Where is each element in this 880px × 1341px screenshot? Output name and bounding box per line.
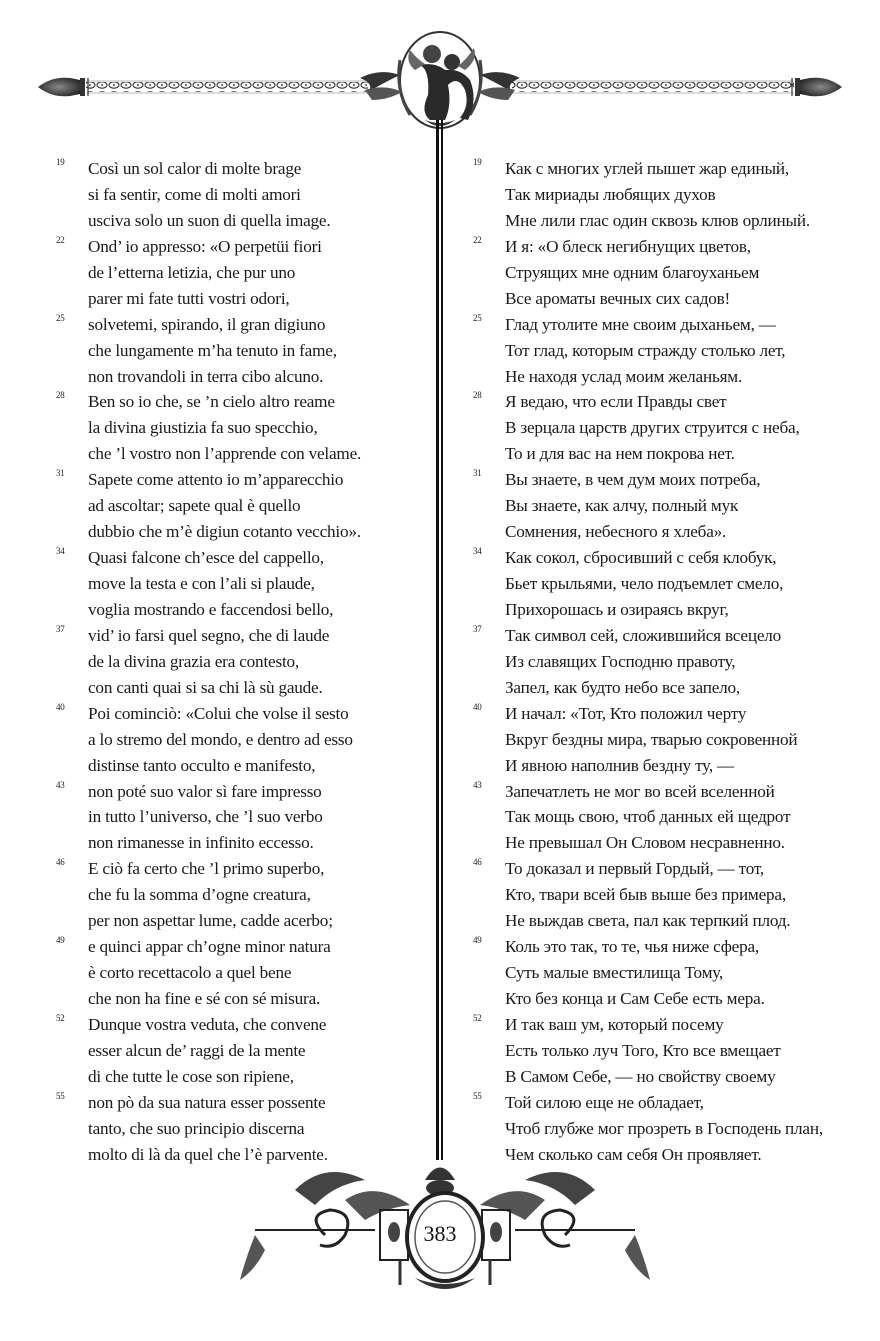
- line-number: 22: [56, 234, 65, 245]
- verse-text: Dunque vostra veduta, che convene: [88, 1014, 327, 1034]
- verse-text: Из славящих Господню правоту,: [505, 651, 736, 671]
- verse-text: Тот глад, которым стражду столько лет,: [505, 340, 786, 360]
- verse-text: de la divina grazia era contesto,: [88, 651, 300, 671]
- line-number: 19: [56, 157, 65, 167]
- verse-line: [56, 727, 426, 753]
- verse-line: [473, 286, 843, 312]
- verse-line: [56, 441, 426, 467]
- verse-line: [473, 260, 843, 286]
- verse-line: [56, 467, 426, 493]
- verse-line: [473, 1116, 843, 1142]
- verse-line: [56, 493, 426, 519]
- verse-text: Не превышал Он Словом несравненно.: [505, 833, 785, 853]
- verse-text: Струящих мне одним благоуханьем: [505, 262, 760, 282]
- verse-text: che lungamente m’ha tenuto in fame,: [88, 340, 337, 360]
- verse-text: voglia mostrando e faccendosi bello,: [88, 599, 334, 619]
- verse-text: ad ascoltar; sapete qual è quello: [88, 496, 301, 516]
- verse-line: [56, 415, 426, 441]
- line-number: 25: [473, 312, 482, 323]
- verse-text: Сомнения, небесного я хлеба».: [505, 522, 727, 542]
- verse-line: [56, 571, 426, 597]
- verse-line: [56, 934, 426, 960]
- right-finial-icon: [792, 78, 842, 97]
- line-number: 49: [56, 935, 65, 946]
- verse-line: [473, 1038, 843, 1064]
- verse-line: [56, 986, 426, 1012]
- verse-text: То и для вас на нем покрова нет.: [505, 444, 735, 464]
- divider-thick-rule: [436, 120, 439, 1160]
- verse-line: [56, 1090, 426, 1116]
- verse-text: Глад утолите мне своим дыханьем, —: [505, 314, 776, 334]
- verse-line: [473, 856, 843, 882]
- line-number: 49: [473, 935, 482, 946]
- verse-text: E ciò fa certo che ’l primo superbo,: [88, 859, 325, 879]
- verse-line: [56, 389, 426, 415]
- verse-line: [56, 1116, 426, 1142]
- verse-text: Così un sol calor di molte brage: [88, 159, 302, 178]
- verse-text: usciva solo un suon di quella image.: [88, 210, 331, 230]
- verse-line: [473, 830, 843, 856]
- verse-text: Запечатлеть не мог во всей вселенной: [505, 781, 775, 801]
- verse-line: [473, 934, 843, 960]
- verse-line: [473, 753, 843, 779]
- line-number: 31: [473, 468, 482, 479]
- verse-line: [56, 208, 426, 234]
- russian-text-column: [473, 156, 843, 1168]
- verse-text: Ben so io che, se ’n cielo altro reame: [88, 392, 335, 412]
- verse-text: Как сокол, сбросивший с себя клобук,: [505, 548, 777, 568]
- verse-text: Кто, твари всей быв выше без примера,: [505, 885, 786, 905]
- verse-line: [473, 960, 843, 986]
- verse-line: [473, 364, 843, 390]
- line-number: 34: [473, 546, 482, 557]
- verse-text: che fu la somma d’ogne creatura,: [88, 885, 311, 905]
- verse-line: [473, 493, 843, 519]
- verse-text: esser alcun de’ raggi de la mente: [88, 1040, 306, 1060]
- verse-line: [56, 1064, 426, 1090]
- verse-line: [473, 208, 843, 234]
- verse-text: Той силою еще не обладает,: [505, 1092, 704, 1112]
- verse-text: per non aspettar lume, cadde acerbo;: [88, 911, 333, 931]
- verse-line: [56, 1012, 426, 1038]
- verse-line: [56, 182, 426, 208]
- line-number: 55: [56, 1090, 65, 1101]
- verse-text: che ’l vostro non l’apprende con velame.: [88, 444, 362, 464]
- verse-text: dubbio che m’è digiun cotanto vecchio».: [88, 522, 361, 542]
- verse-text: con canti quai si sa chi là sù gaude.: [88, 677, 323, 697]
- line-number: 19: [473, 157, 482, 167]
- verse-text: То доказал и первый Гордый, — тот,: [505, 859, 764, 879]
- verse-line: [473, 908, 843, 934]
- verse-text: non poté suo valor sì fare impresso: [88, 781, 322, 801]
- verse-text: Кто без конца и Сам Себе есть мера.: [505, 989, 765, 1008]
- verse-text: В зерцала царств других струится с неба,: [505, 418, 800, 438]
- line-number: 37: [56, 623, 65, 634]
- verse-text: move la testa e con l’ali si plaude,: [88, 574, 315, 593]
- verse-text: И явною наполнив бездну ту, —: [505, 755, 735, 775]
- line-number: 52: [56, 1012, 65, 1023]
- verse-text: Чем сколько сам себя Он проявляет.: [505, 1144, 762, 1164]
- verse-text: Чтоб глубже мог прозреть в Господень план,: [505, 1118, 823, 1138]
- verse-text: Так мириады любящих духов: [505, 184, 716, 204]
- line-number: 34: [56, 546, 65, 557]
- cherub-medallion-icon: [360, 32, 520, 128]
- verse-line: [56, 701, 426, 727]
- verse-line: [56, 519, 426, 545]
- verse-line: [473, 882, 843, 908]
- verse-line: [473, 234, 843, 260]
- verse-text: in tutto l’universo, che ’l suo verbo: [88, 807, 323, 827]
- verse-line: [56, 234, 426, 260]
- verse-text: che non ha fine e sé con sé misura.: [88, 989, 321, 1008]
- verse-text: a lo stremo del mondo, e dentro ad esso: [88, 729, 353, 749]
- verse-text: И начал: «Тот, Кто положил черту: [505, 703, 747, 723]
- verse-line: [473, 727, 843, 753]
- verse-line: [473, 467, 843, 493]
- verse-line: [56, 623, 426, 649]
- verse-text: Ond’ io appresso: «O perpetüi fiori: [88, 236, 322, 256]
- verse-line: [473, 804, 843, 830]
- verse-text: Бьет крыльями, чело подъемлет смело,: [505, 574, 784, 593]
- line-number: 28: [473, 390, 482, 401]
- page-number: 383: [423, 1221, 457, 1246]
- verse-text: la divina giustizia fa suo specchio,: [88, 418, 318, 438]
- verse-text: Коль это так, то те, чья ниже сфера,: [505, 937, 760, 957]
- verse-line: [473, 779, 843, 805]
- verse-text: Не выждав света, пал как терпкий плод.: [505, 911, 791, 931]
- verse-line: [473, 389, 843, 415]
- italian-text-column: [56, 156, 426, 1168]
- line-number: 25: [56, 312, 65, 323]
- verse-line: [473, 701, 843, 727]
- verse-text: è corto recettacolo a quel bene: [88, 963, 292, 983]
- verse-line: [56, 675, 426, 701]
- line-number: 55: [473, 1090, 482, 1101]
- divider-thin-rule: [441, 120, 443, 1160]
- verse-line: [56, 856, 426, 882]
- verse-line: [56, 908, 426, 934]
- verse-line: [473, 312, 843, 338]
- verse-line: [56, 597, 426, 623]
- verse-text: vid’ io farsi quel segno, che di laude: [88, 625, 330, 645]
- verse-line: [56, 364, 426, 390]
- verse-text: solvetemi, spirando, il gran digiuno: [88, 314, 326, 334]
- verse-text: tanto, che suo principio discerna: [88, 1118, 305, 1138]
- verse-text: Quasi falcone ch’esce del cappello,: [88, 548, 324, 568]
- line-number: 22: [473, 234, 482, 245]
- verse-line: [56, 286, 426, 312]
- verse-line: [473, 545, 843, 571]
- verse-text: Все ароматы вечных сих садов!: [505, 288, 731, 308]
- verse-line: [56, 1038, 426, 1064]
- verse-line: [473, 415, 843, 441]
- verse-text: e quinci appar ch’ogne minor natura: [88, 937, 331, 957]
- verse-text: В Самом Себе, — но свойству своему: [505, 1066, 776, 1086]
- verse-line: [56, 779, 426, 805]
- verse-text: molto di là da quel che l’è parvente.: [88, 1144, 328, 1164]
- verse-line: [473, 649, 843, 675]
- verse-line: [473, 986, 843, 1012]
- verse-line: [56, 649, 426, 675]
- verse-line: [473, 441, 843, 467]
- verse-text: Есть только луч Того, Кто все вмещает: [505, 1040, 781, 1060]
- verse-line: [56, 830, 426, 856]
- line-number: 52: [473, 1012, 482, 1023]
- verse-text: Так символ сей, сложившийся всецело: [505, 625, 782, 645]
- verse-line: [473, 1064, 843, 1090]
- verse-text: И так ваш ум, который посему: [505, 1014, 724, 1034]
- verse-line: [56, 156, 426, 182]
- verse-line: [473, 182, 843, 208]
- column-divider: [436, 120, 444, 1160]
- verse-line: [56, 753, 426, 779]
- verse-line: [473, 1090, 843, 1116]
- verse-text: Запел, как будто небо все запело,: [505, 677, 741, 697]
- line-number: 40: [56, 701, 65, 712]
- verse-text: Poi cominciò: «Colui che volse il sesto: [88, 703, 349, 723]
- verse-text: Мне лили глас один сквозь клюв орлиный.: [505, 210, 810, 230]
- verse-line: [473, 675, 843, 701]
- line-number: 43: [56, 779, 65, 790]
- line-number: 43: [473, 779, 482, 790]
- line-number: 40: [473, 701, 482, 712]
- verse-line: [473, 156, 843, 182]
- verse-text: Как с многих углей пышет жар единый,: [505, 159, 789, 178]
- verse-text: Суть малые вместилища Тому,: [505, 963, 724, 983]
- verse-line: [473, 597, 843, 623]
- verse-line: [473, 623, 843, 649]
- verse-line: [56, 960, 426, 986]
- line-number: 31: [56, 468, 65, 479]
- verse-text: Sapete come attento io m’apparecchio: [88, 470, 344, 490]
- verse-text: Вы знаете, в чем дум моих потреба,: [505, 470, 761, 490]
- line-number: 46: [56, 857, 65, 868]
- verse-text: Так мощь свою, чтоб данных ей щедрот: [505, 807, 791, 827]
- verse-line: [473, 338, 843, 364]
- verse-text: non pò da sua natura esser possente: [88, 1092, 326, 1112]
- verse-text: non trovandoli in terra cibo alcuno.: [88, 366, 324, 386]
- verse-line: [473, 519, 843, 545]
- verse-text: Вы знаете, как алчу, полный мук: [505, 496, 739, 516]
- line-number: 37: [473, 623, 482, 634]
- verse-line: [56, 260, 426, 286]
- left-finial-icon: [38, 78, 88, 97]
- verse-text: parer mi fate tutti vostri odori,: [88, 288, 290, 308]
- verse-text: И я: «О блеск негибнущих цветов,: [505, 236, 751, 256]
- verse-text: de l’etterna letizia, che pur uno: [88, 262, 296, 282]
- verse-line: [473, 1012, 843, 1038]
- verse-text: Не находя услад моим желаньям.: [505, 366, 743, 386]
- verse-text: non rimanesse in infinito eccesso.: [88, 833, 314, 853]
- verse-line: [56, 545, 426, 571]
- line-number: 46: [473, 857, 482, 868]
- verse-text: distinse tanto occulto e manifesto,: [88, 755, 316, 775]
- verse-text: si fa sentir, come di molti amori: [88, 184, 301, 204]
- verse-line: [56, 804, 426, 830]
- verse-text: di che tutte le cose son ripiene,: [88, 1066, 294, 1086]
- verse-text: Вкруг бездны мира, тварью сокровенной: [505, 729, 798, 749]
- verse-line: [56, 882, 426, 908]
- verse-text: Я ведаю, что если Правды свет: [505, 392, 727, 412]
- line-number: 28: [56, 390, 65, 401]
- verse-line: [56, 312, 426, 338]
- verse-line: [56, 338, 426, 364]
- verse-text: Прихорошась и озираясь вкруг,: [505, 599, 729, 619]
- verse-line: [473, 571, 843, 597]
